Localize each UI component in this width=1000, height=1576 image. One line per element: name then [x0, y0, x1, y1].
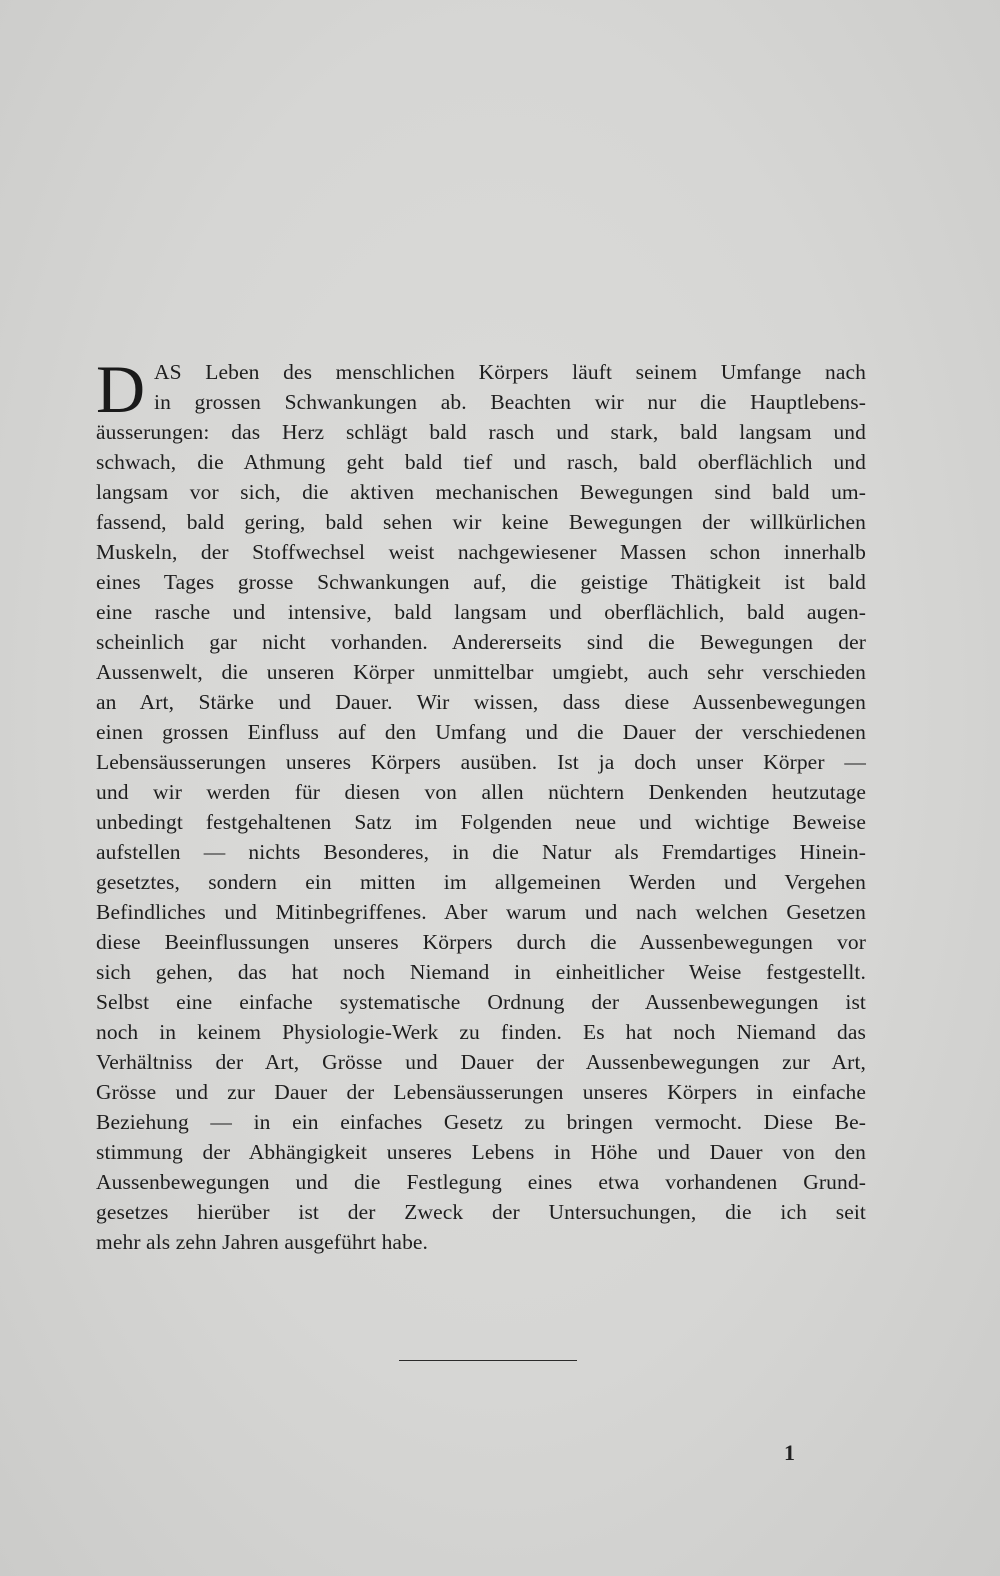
- text-line: langsam vor sich, die aktiven mechanischen Bewegungen sind bald um-: [96, 480, 866, 504]
- text-line: Muskeln, der Stoffwechsel weist nachgewiesener Massen schon innerhalb: [96, 540, 866, 564]
- text-line: eines Tages grosse Schwankungen auf, die geistige Thätigkeit ist bald: [96, 570, 866, 594]
- body-paragraph: [96, 351, 866, 1257]
- text-line: stimmung der Abhängigkeit unseres Lebens in Höhe und Dauer von den: [96, 1140, 866, 1164]
- text-line: unbedingt festgehaltenen Satz im Folgenden neue und wichtige Beweise: [96, 810, 866, 834]
- text-line: Aussenwelt, die unseren Körper unmittelbar umgiebt, auch sehr verschieden: [96, 660, 866, 684]
- text-line: mehr als zehn Jahren ausgeführt habe.: [96, 1230, 429, 1254]
- text-line: Selbst eine einfache systematische Ordnung der Aussenbewegungen ist: [96, 990, 866, 1014]
- text-line: Lebensäusserungen unseres Körpers ausüben. Ist ja doch unser Körper —: [96, 750, 866, 774]
- text-line: gesetzes hierüber ist der Zweck der Untersuchungen, die ich seit: [96, 1200, 866, 1224]
- page-number: 1: [784, 1440, 795, 1465]
- text-line: Beziehung — in ein einfaches Gesetz zu bringen vermocht. Diese Be-: [96, 1110, 866, 1134]
- text-line: eine rasche und intensive, bald langsam und oberflächlich, bald augen-: [96, 600, 866, 624]
- text-line: sich gehen, das hat noch Niemand in einheitlicher Weise festgestellt.: [96, 960, 866, 984]
- text-line: aufstellen — nichts Besonderes, in die Natur als Fremdartiges Hinein-: [96, 840, 866, 864]
- drop-cap-initial: D: [96, 351, 146, 427]
- text-line: scheinlich gar nicht vorhanden. Andererseits sind die Bewegungen der: [96, 630, 866, 654]
- text-line: fassend, bald gering, bald sehen wir keine Bewegungen der willkürlichen: [96, 510, 866, 534]
- text-line: AS Leben des menschlichen Körpers läuft seinem Umfange nach: [154, 360, 866, 384]
- text-line: gesetztes, sondern ein mitten im allgemeinen Werden und Vergehen: [96, 870, 866, 894]
- text-line: äusserungen: das Herz schlägt bald rasch und stark, bald langsam und: [96, 420, 866, 444]
- text-line: Befindliches und Mitinbegriffenes. Aber warum und nach welchen Gesetzen: [96, 900, 866, 924]
- text-line: einen grossen Einfluss auf den Umfang und die Dauer der verschiedenen: [96, 720, 866, 744]
- text-line: Grösse und zur Dauer der Lebensäusserungen unseres Körpers in einfache: [96, 1080, 866, 1104]
- text-line: Aussenbewegungen und die Festlegung eines etwa vorhandenen Grund-: [96, 1170, 866, 1194]
- text-line: und wir werden für diesen von allen nüchtern Denkenden heutzutage: [96, 780, 866, 804]
- text-line: an Art, Stärke und Dauer. Wir wissen, dass diese Aussenbewegungen: [96, 690, 866, 714]
- text-line: noch in keinem Physiologie-Werk zu finden. Es hat noch Niemand das: [96, 1020, 866, 1044]
- text-line: diese Beeinflussungen unseres Körpers durch die Aussenbewegungen vor: [96, 930, 866, 954]
- text-line: in grossen Schwankungen ab. Beachten wir nur die Hauptlebens-: [154, 390, 866, 414]
- section-divider: [399, 1360, 577, 1361]
- text-line: Verhältniss der Art, Grösse und Dauer der Aussenbewegungen zur Art,: [96, 1050, 866, 1074]
- text-line: schwach, die Athmung geht bald tief und rasch, bald oberflächlich und: [96, 450, 866, 474]
